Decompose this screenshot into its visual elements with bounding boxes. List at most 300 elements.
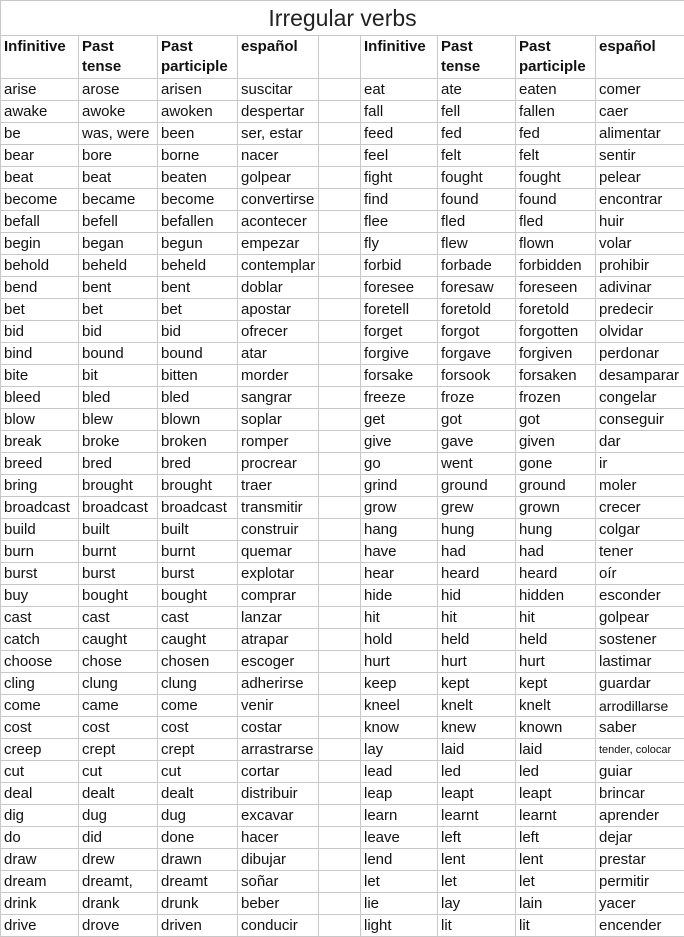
right-past-participle-cell: known (516, 717, 596, 739)
left-past-tense-cell: dreamt, (79, 871, 158, 893)
left-past-participle-cell: awoken (158, 101, 238, 123)
right-past-tense-cell: got (438, 409, 516, 431)
left-infinitive-cell: buy (1, 585, 79, 607)
title-row (1, 1, 684, 36)
left-spanish-cell: cortar (238, 761, 319, 783)
right-infinitive-cell: hold (361, 629, 438, 651)
right-infinitive-cell: give (361, 431, 438, 453)
left-spanish-cell: atrapar (238, 629, 319, 651)
left-past-tense-cell: came (79, 695, 158, 717)
left-past-tense-cell: beheld (79, 255, 158, 277)
right-past-tense-cell: flew (438, 233, 516, 255)
left-spanish-cell: escoger (238, 651, 319, 673)
header-past-tense-right: Past tense (438, 36, 516, 79)
left-past-tense-cell: beat (79, 167, 158, 189)
right-infinitive-cell: flee (361, 211, 438, 233)
right-past-participle-cell: forgiven (516, 343, 596, 365)
left-past-participle-cell: blown (158, 409, 238, 431)
left-past-participle-cell: come (158, 695, 238, 717)
right-past-tense-cell: felt (438, 145, 516, 167)
right-infinitive-cell: freeze (361, 387, 438, 409)
right-infinitive-cell: forbid (361, 255, 438, 277)
right-past-tense-cell: hurt (438, 651, 516, 673)
right-past-participle-cell: flown (516, 233, 596, 255)
left-infinitive-cell: dream (1, 871, 79, 893)
spacer-cell (319, 189, 361, 211)
left-infinitive-cell: catch (1, 629, 79, 651)
right-past-participle-cell: left (516, 827, 596, 849)
left-spanish-cell: despertar (238, 101, 319, 123)
right-spanish-cell: pelear (596, 167, 684, 189)
right-past-tense-cell: forbade (438, 255, 516, 277)
right-past-tense-cell: lent (438, 849, 516, 871)
right-past-tense-cell: kept (438, 673, 516, 695)
right-infinitive-cell: forgive (361, 343, 438, 365)
right-spanish-cell: saber (596, 717, 684, 739)
left-infinitive-cell: broadcast (1, 497, 79, 519)
left-infinitive-cell: cling (1, 673, 79, 695)
spacer-cell (319, 167, 361, 189)
right-infinitive-cell: let (361, 871, 438, 893)
right-spanish-cell: encender (596, 915, 684, 937)
left-infinitive-cell: breed (1, 453, 79, 475)
left-infinitive-cell: cut (1, 761, 79, 783)
right-past-tense-cell: forsook (438, 365, 516, 387)
left-infinitive-cell: choose (1, 651, 79, 673)
right-infinitive-cell: feed (361, 123, 438, 145)
right-infinitive-cell: go (361, 453, 438, 475)
right-past-tense-cell: fled (438, 211, 516, 233)
table-row (1, 871, 684, 893)
left-past-tense-cell: became (79, 189, 158, 211)
table-row (1, 475, 684, 497)
right-infinitive-cell: feel (361, 145, 438, 167)
table-row (1, 827, 684, 849)
right-infinitive-cell: lay (361, 739, 438, 761)
header-infinitive-right: Infinitive (361, 36, 438, 79)
left-infinitive-cell: bet (1, 299, 79, 321)
table-row (1, 233, 684, 255)
right-past-participle-cell: foretold (516, 299, 596, 321)
right-past-tense-cell: heard (438, 563, 516, 585)
spacer-cell (319, 255, 361, 277)
left-spanish-cell: morder (238, 365, 319, 387)
left-past-participle-cell: cut (158, 761, 238, 783)
left-spanish-cell: nacer (238, 145, 319, 167)
left-past-participle-cell: bitten (158, 365, 238, 387)
left-past-tense-cell: was, were (79, 123, 158, 145)
header-past-participle-left: Past participle (158, 36, 238, 79)
left-past-tense-cell: arose (79, 79, 158, 101)
right-spanish-cell: caer (596, 101, 684, 123)
left-past-tense-cell: broadcast (79, 497, 158, 519)
left-infinitive-cell: build (1, 519, 79, 541)
left-infinitive-cell: beat (1, 167, 79, 189)
right-spanish-cell: olvidar (596, 321, 684, 343)
left-past-tense-cell: cut (79, 761, 158, 783)
right-past-participle-cell: leapt (516, 783, 596, 805)
left-infinitive-cell: be (1, 123, 79, 145)
left-past-participle-cell: dug (158, 805, 238, 827)
right-infinitive-cell: kneel (361, 695, 438, 717)
right-infinitive-cell: hit (361, 607, 438, 629)
table-row (1, 101, 684, 123)
right-past-tense-cell: fought (438, 167, 516, 189)
spacer-cell (319, 717, 361, 739)
right-infinitive-cell: learn (361, 805, 438, 827)
left-past-participle-cell: drunk (158, 893, 238, 915)
left-infinitive-cell: become (1, 189, 79, 211)
left-past-participle-cell: befallen (158, 211, 238, 233)
left-past-tense-cell: bit (79, 365, 158, 387)
left-past-tense-cell: burst (79, 563, 158, 585)
table-row (1, 365, 684, 387)
left-past-participle-cell: bet (158, 299, 238, 321)
right-past-tense-cell: fell (438, 101, 516, 123)
left-spanish-cell: atar (238, 343, 319, 365)
left-spanish-cell: transmitir (238, 497, 319, 519)
left-past-participle-cell: caught (158, 629, 238, 651)
left-past-tense-cell: built (79, 519, 158, 541)
right-infinitive-cell: keep (361, 673, 438, 695)
right-spanish-cell: guiar (596, 761, 684, 783)
right-spanish-cell: huir (596, 211, 684, 233)
right-past-tense-cell: let (438, 871, 516, 893)
left-infinitive-cell: bend (1, 277, 79, 299)
right-infinitive-cell: eat (361, 79, 438, 101)
left-infinitive-cell: burst (1, 563, 79, 585)
right-spanish-cell: lastimar (596, 651, 684, 673)
right-infinitive-cell: fall (361, 101, 438, 123)
right-infinitive-cell: lend (361, 849, 438, 871)
left-past-tense-cell: bet (79, 299, 158, 321)
spacer-cell (319, 365, 361, 387)
table-row (1, 607, 684, 629)
left-past-tense-cell: awoke (79, 101, 158, 123)
right-past-tense-cell: led (438, 761, 516, 783)
table-row (1, 453, 684, 475)
right-past-participle-cell: eaten (516, 79, 596, 101)
left-spanish-cell: lanzar (238, 607, 319, 629)
spacer-cell (319, 519, 361, 541)
left-past-tense-cell: caught (79, 629, 158, 651)
left-past-participle-cell: clung (158, 673, 238, 695)
right-past-participle-cell: led (516, 761, 596, 783)
spacer-cell (319, 607, 361, 629)
right-infinitive-cell: hide (361, 585, 438, 607)
spacer-cell (319, 299, 361, 321)
table-row (1, 673, 684, 695)
table-row (1, 519, 684, 541)
left-infinitive-cell: drive (1, 915, 79, 937)
right-infinitive-cell: grind (361, 475, 438, 497)
left-past-participle-cell: chosen (158, 651, 238, 673)
left-spanish-cell: doblar (238, 277, 319, 299)
left-past-tense-cell: chose (79, 651, 158, 673)
spacer-cell (319, 321, 361, 343)
left-past-tense-cell: did (79, 827, 158, 849)
right-past-participle-cell: foreseen (516, 277, 596, 299)
left-spanish-cell: ofrecer (238, 321, 319, 343)
left-spanish-cell: procrear (238, 453, 319, 475)
table-row (1, 629, 684, 651)
left-past-participle-cell: driven (158, 915, 238, 937)
right-past-participle-cell: grown (516, 497, 596, 519)
right-infinitive-cell: leave (361, 827, 438, 849)
left-past-participle-cell: burst (158, 563, 238, 585)
left-past-tense-cell: cost (79, 717, 158, 739)
right-past-tense-cell: lit (438, 915, 516, 937)
left-spanish-cell: conducir (238, 915, 319, 937)
right-infinitive-cell: lead (361, 761, 438, 783)
left-infinitive-cell: bear (1, 145, 79, 167)
table-row (1, 277, 684, 299)
left-past-participle-cell: bled (158, 387, 238, 409)
left-past-participle-cell: bred (158, 453, 238, 475)
left-spanish-cell: suscitar (238, 79, 319, 101)
left-spanish-cell: convertirse (238, 189, 319, 211)
left-infinitive-cell: cost (1, 717, 79, 739)
table-row (1, 387, 684, 409)
spacer-cell (319, 431, 361, 453)
right-past-participle-cell: hurt (516, 651, 596, 673)
right-spanish-cell: golpear (596, 607, 684, 629)
right-past-tense-cell: leapt (438, 783, 516, 805)
right-spanish-cell: brincar (596, 783, 684, 805)
left-past-participle-cell: arisen (158, 79, 238, 101)
table-row (1, 893, 684, 915)
left-spanish-cell: distribuir (238, 783, 319, 805)
left-past-participle-cell: dreamt (158, 871, 238, 893)
right-spanish-cell: adivinar (596, 277, 684, 299)
spacer-cell (319, 871, 361, 893)
left-past-participle-cell: been (158, 123, 238, 145)
table-row (1, 189, 684, 211)
right-infinitive-cell: foresee (361, 277, 438, 299)
right-spanish-cell: prestar (596, 849, 684, 871)
spacer-cell (319, 475, 361, 497)
table-row (1, 343, 684, 365)
right-past-participle-cell: forgotten (516, 321, 596, 343)
left-past-tense-cell: began (79, 233, 158, 255)
spacer-cell (319, 277, 361, 299)
right-past-participle-cell: felt (516, 145, 596, 167)
right-spanish-cell: sentir (596, 145, 684, 167)
right-spanish-cell: tender, colocar (596, 739, 684, 761)
left-infinitive-cell: blow (1, 409, 79, 431)
right-past-tense-cell: forgave (438, 343, 516, 365)
table-row (1, 783, 684, 805)
spacer-cell (319, 915, 361, 937)
right-spanish-cell: sostener (596, 629, 684, 651)
right-past-tense-cell: foretold (438, 299, 516, 321)
right-spanish-cell: arrodillarse (596, 695, 684, 717)
left-spanish-cell: empezar (238, 233, 319, 255)
right-past-participle-cell: hung (516, 519, 596, 541)
left-spanish-cell: comprar (238, 585, 319, 607)
left-past-tense-cell: bid (79, 321, 158, 343)
spacer-cell (319, 79, 361, 101)
right-spanish-cell: esconder (596, 585, 684, 607)
spacer-cell (319, 783, 361, 805)
right-infinitive-cell: hear (361, 563, 438, 585)
left-past-tense-cell: bought (79, 585, 158, 607)
table-row (1, 563, 684, 585)
right-spanish-cell: yacer (596, 893, 684, 915)
header-spanish-right: español (596, 36, 684, 79)
right-past-participle-cell: lent (516, 849, 596, 871)
spacer-cell (319, 673, 361, 695)
left-spanish-cell: apostar (238, 299, 319, 321)
spacer-cell (319, 585, 361, 607)
right-spanish-cell: perdonar (596, 343, 684, 365)
right-past-participle-cell: given (516, 431, 596, 453)
right-infinitive-cell: forget (361, 321, 438, 343)
left-past-tense-cell: brought (79, 475, 158, 497)
right-infinitive-cell: leap (361, 783, 438, 805)
left-past-tense-cell: dealt (79, 783, 158, 805)
right-past-participle-cell: found (516, 189, 596, 211)
left-spanish-cell: sangrar (238, 387, 319, 409)
left-spanish-cell: dibujar (238, 849, 319, 871)
left-past-tense-cell: befell (79, 211, 158, 233)
right-spanish-cell: volar (596, 233, 684, 255)
right-past-participle-cell: knelt (516, 695, 596, 717)
left-infinitive-cell: come (1, 695, 79, 717)
right-spanish-cell: tener (596, 541, 684, 563)
left-infinitive-cell: bring (1, 475, 79, 497)
right-past-tense-cell: learnt (438, 805, 516, 827)
left-spanish-cell: beber (238, 893, 319, 915)
spacer-cell (319, 849, 361, 871)
right-past-participle-cell: ground (516, 475, 596, 497)
right-past-tense-cell: left (438, 827, 516, 849)
right-past-participle-cell: hidden (516, 585, 596, 607)
left-past-participle-cell: drawn (158, 849, 238, 871)
spacer-cell (319, 36, 361, 79)
table-row (1, 167, 684, 189)
right-past-tense-cell: knew (438, 717, 516, 739)
right-past-participle-cell: forsaken (516, 365, 596, 387)
left-past-tense-cell: bound (79, 343, 158, 365)
table-row (1, 805, 684, 827)
right-spanish-cell: permitir (596, 871, 684, 893)
left-spanish-cell: traer (238, 475, 319, 497)
table-row (1, 915, 684, 937)
left-past-tense-cell: bled (79, 387, 158, 409)
right-past-tense-cell: ate (438, 79, 516, 101)
spacer-cell (319, 409, 361, 431)
right-past-tense-cell: lay (438, 893, 516, 915)
spacer-cell (319, 233, 361, 255)
spacer-cell (319, 387, 361, 409)
left-infinitive-cell: draw (1, 849, 79, 871)
spacer-cell (319, 343, 361, 365)
right-spanish-cell: alimentar (596, 123, 684, 145)
left-infinitive-cell: drink (1, 893, 79, 915)
right-infinitive-cell: lie (361, 893, 438, 915)
spacer-cell (319, 563, 361, 585)
spacer-cell (319, 497, 361, 519)
left-past-participle-cell: built (158, 519, 238, 541)
table-row (1, 651, 684, 673)
header-infinitive-left: Infinitive (1, 36, 79, 79)
left-past-tense-cell: drove (79, 915, 158, 937)
left-infinitive-cell: bind (1, 343, 79, 365)
table-row (1, 211, 684, 233)
table-row (1, 321, 684, 343)
left-past-participle-cell: bound (158, 343, 238, 365)
right-infinitive-cell: foretell (361, 299, 438, 321)
header-past-participle-right: Past participle (516, 36, 596, 79)
left-past-participle-cell: cost (158, 717, 238, 739)
left-past-participle-cell: broadcast (158, 497, 238, 519)
spacer-cell (319, 629, 361, 651)
left-past-participle-cell: become (158, 189, 238, 211)
left-spanish-cell: costar (238, 717, 319, 739)
right-past-participle-cell: laid (516, 739, 596, 761)
right-past-tense-cell: knelt (438, 695, 516, 717)
page-title: Irregular verbs (1, 1, 684, 36)
right-past-participle-cell: let (516, 871, 596, 893)
table-row (1, 255, 684, 277)
left-past-participle-cell: brought (158, 475, 238, 497)
right-spanish-cell: aprender (596, 805, 684, 827)
left-infinitive-cell: do (1, 827, 79, 849)
right-past-tense-cell: hid (438, 585, 516, 607)
right-spanish-cell: crecer (596, 497, 684, 519)
left-spanish-cell: arrastrarse (238, 739, 319, 761)
header-past-tense-left: Past tense (79, 36, 158, 79)
right-past-participle-cell: had (516, 541, 596, 563)
right-past-participle-cell: kept (516, 673, 596, 695)
left-infinitive-cell: burn (1, 541, 79, 563)
right-infinitive-cell: hang (361, 519, 438, 541)
left-past-participle-cell: bid (158, 321, 238, 343)
right-spanish-cell: dejar (596, 827, 684, 849)
right-spanish-cell: encontrar (596, 189, 684, 211)
left-past-participle-cell: crept (158, 739, 238, 761)
table-row (1, 497, 684, 519)
right-past-participle-cell: heard (516, 563, 596, 585)
spacer-cell (319, 453, 361, 475)
left-spanish-cell: acontecer (238, 211, 319, 233)
left-past-tense-cell: bent (79, 277, 158, 299)
left-past-participle-cell: borne (158, 145, 238, 167)
left-spanish-cell: venir (238, 695, 319, 717)
spacer-cell (319, 211, 361, 233)
right-infinitive-cell: get (361, 409, 438, 431)
right-past-participle-cell: lain (516, 893, 596, 915)
right-past-tense-cell: hit (438, 607, 516, 629)
table-row (1, 541, 684, 563)
right-past-participle-cell: gone (516, 453, 596, 475)
right-past-participle-cell: fled (516, 211, 596, 233)
table-row (1, 695, 684, 717)
left-spanish-cell: adherirse (238, 673, 319, 695)
right-past-tense-cell: froze (438, 387, 516, 409)
left-past-participle-cell: beheld (158, 255, 238, 277)
left-spanish-cell: contemplar (238, 255, 319, 277)
left-spanish-cell: quemar (238, 541, 319, 563)
table-row (1, 585, 684, 607)
table-row (1, 123, 684, 145)
right-spanish-cell: prohibir (596, 255, 684, 277)
right-past-tense-cell: grew (438, 497, 516, 519)
left-infinitive-cell: break (1, 431, 79, 453)
left-past-participle-cell: dealt (158, 783, 238, 805)
right-spanish-cell: predecir (596, 299, 684, 321)
